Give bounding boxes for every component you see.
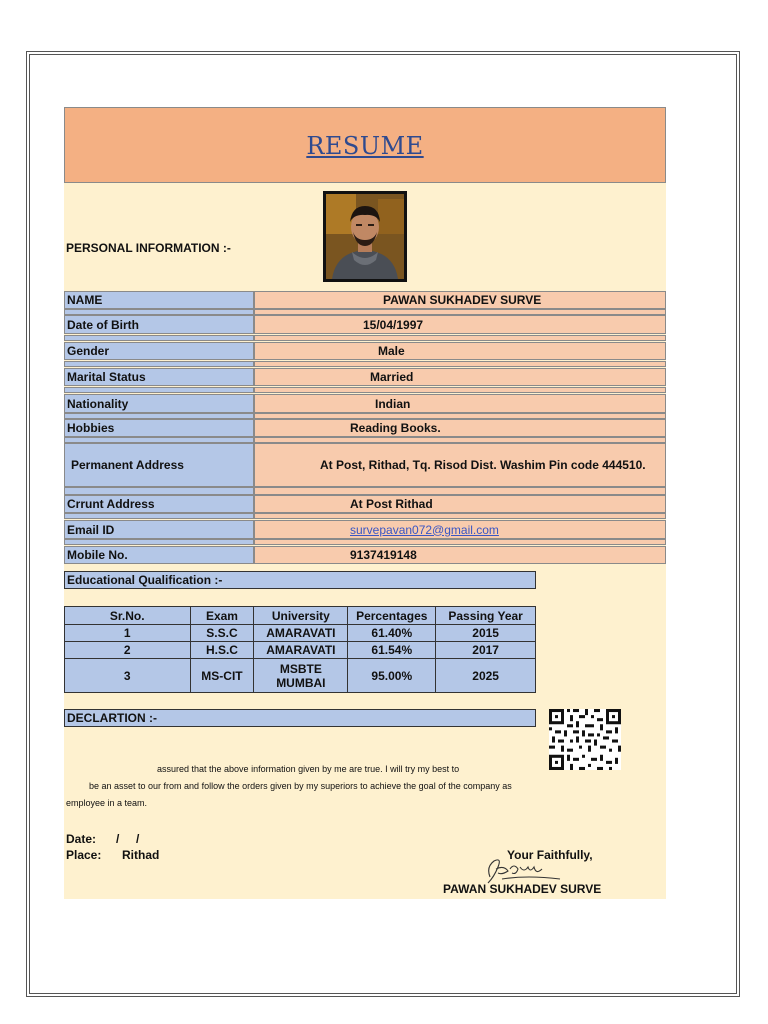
cell-exam: S.S.C [190,625,254,642]
nationality-label: Nationality [64,394,254,413]
gender-label: Gender [64,342,254,360]
closing-text: Your Faithfully, [507,848,593,862]
cell-university: AMARAVATI [254,625,348,642]
table-row [65,642,536,659]
personal-info-heading: PERSONAL INFORMATION :- [66,241,231,255]
mobile-label: Mobile No. [64,546,254,564]
dob-label: Date of Birth [64,315,254,334]
declaration-line-1: assured that the above information given by me are true. I will try my best to [157,764,460,774]
resume-header [64,107,666,183]
email-label: Email ID [64,520,254,539]
cell-passing-year: 2015 [436,625,536,642]
permanent-address-label: Permanent Address [64,443,254,487]
cell-exam: H.S.C [190,642,254,659]
table-row [65,659,536,693]
current-address-label: Crrunt Address [64,495,254,513]
cell-percentage: 61.54% [348,642,436,659]
cell-sr-no: 1 [65,625,191,642]
col-sr-no: Sr.No. [65,607,191,625]
declaration-heading: DECLARTION :- [64,709,536,727]
cell-percentage: 95.00% [348,659,436,693]
col-percentages: Percentages [348,607,436,625]
mobile-value: 9137419148 [254,546,666,564]
cell-passing-year: 2025 [436,659,536,693]
place-label: Place: [66,848,102,862]
row-spacer [64,539,666,545]
date-label: Date: [66,832,97,846]
resume-title: RESUME [306,132,424,160]
row-spacer [64,513,666,519]
nationality-value: Indian [254,394,666,413]
education-header-row [65,607,536,625]
col-university: University [254,607,348,625]
cell-percentage: 61.40% [348,625,436,642]
table-row [65,625,536,642]
gender-value: Male [254,342,666,360]
name-label: NAME [64,291,254,309]
cell-sr-no: 2 [65,642,191,659]
marital-status-value: Married [254,368,666,386]
email-row [254,520,666,539]
cell-university: MSBTE MUMBAI [254,659,348,693]
declaration-line-3: employee in a team. [66,798,148,808]
row-spacer [64,487,666,495]
current-address-value: At Post Rithad [254,495,666,513]
dob-value: 15/04/1997 [254,315,666,334]
col-exam: Exam [190,607,254,625]
profile-photo [323,191,407,282]
signature-name: PAWAN SUKHADEV SURVE [443,882,602,896]
email-link[interactable]: survepavan072@gmail.com [350,522,499,537]
date-value: / / [116,832,140,846]
person-portrait-icon [326,194,404,279]
hobbies-label: Hobbies [64,419,254,437]
cell-university: AMARAVATI [254,642,348,659]
place-value: Rithad [122,848,160,862]
hobbies-value: Reading Books. [254,419,666,437]
row-spacer [64,335,666,341]
row-spacer [64,361,666,367]
marital-status-label: Marital Status [64,368,254,386]
declaration-line-2: be an asset to our from and follow the orders given by my superiors to achieve the goal of the company as [89,781,512,791]
education-table [64,606,536,693]
cell-sr-no: 3 [65,659,191,693]
cell-exam: MS-CIT [190,659,254,693]
permanent-address-value: At Post, Rithad, Tq. Risod Dist. Washim Pin code 444510. [254,443,666,487]
col-passing-year: Passing Year [436,607,536,625]
education-heading: Educational Qualification :- [64,571,536,589]
row-spacer [64,387,666,393]
name-value: PAWAN SUKHADEV SURVE [254,291,666,309]
qr-code-icon [549,709,621,770]
cell-passing-year: 2017 [436,642,536,659]
